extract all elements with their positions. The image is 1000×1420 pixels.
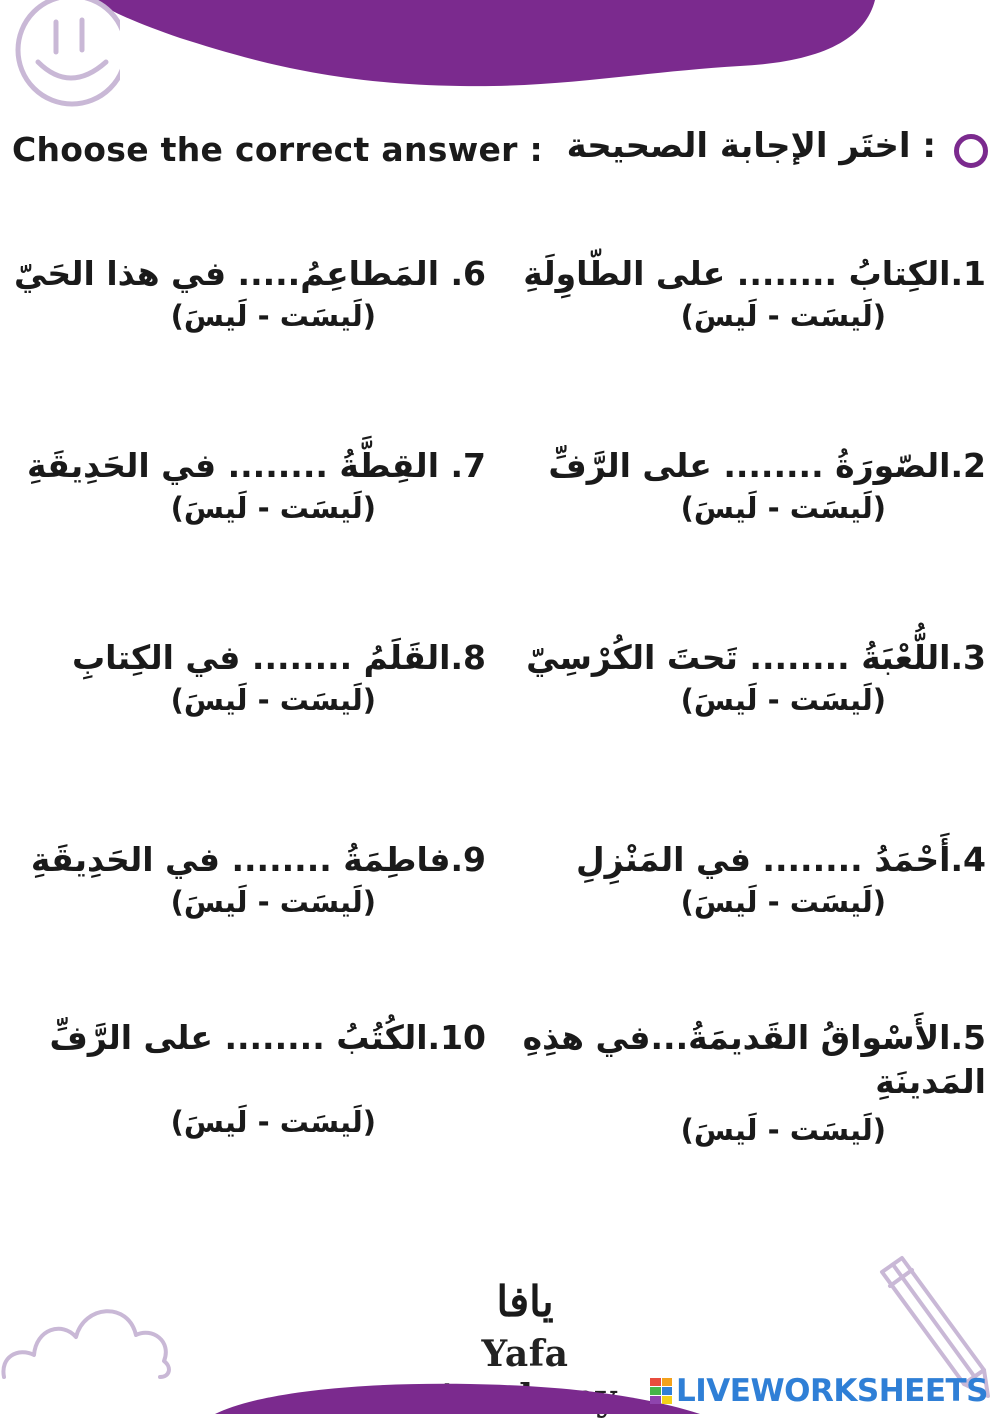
- liveworksheets-watermark[interactable]: [650, 1374, 988, 1408]
- cloud-icon: [0, 1285, 175, 1385]
- answer-options[interactable]: (لَيسَت - لَيسَ): [680, 299, 886, 333]
- question-sentence: 7. القِطَّةُ ........ في الحَدِيقَةِ: [26, 446, 486, 485]
- top-decoration-blob: [0, 0, 1000, 120]
- watermark-text: LIVEWORKSHEETS: [676, 1373, 988, 1409]
- answer-options[interactable]: (لَيسَت - لَيسَ): [170, 1105, 376, 1139]
- answer-options[interactable]: (لَيسَت - لَيسَ): [680, 683, 886, 717]
- question-sentence: 8.القَلَمُ ........ في الكِتابِ: [72, 638, 486, 677]
- circle-bullet-icon: [954, 134, 988, 168]
- instructions-heading: [12, 126, 988, 176]
- question-sentence: 9.فاطِمَةُ ........ في الحَدِيقَةِ: [30, 840, 486, 879]
- question-sentence: 6. المَطاعِمُ..... في هذا الحَيّ: [13, 254, 486, 293]
- instruction-english: Choose the correct answer :: [12, 130, 544, 169]
- question-10: [10, 1016, 486, 1142]
- question-sentence: 4.أَحْمَدُ ........ في المَنْزِلِ: [576, 840, 986, 879]
- question-sentence: 2.الصّورَةُ ........ على الرَّفِّ: [548, 446, 986, 485]
- answer-options[interactable]: (لَيسَت - لَيسَ): [680, 491, 886, 525]
- logo-name: Yafa: [481, 1333, 569, 1375]
- answer-options[interactable]: (لَيسَت - لَيسَ): [170, 683, 376, 717]
- question-9: [10, 838, 486, 922]
- question-sentence: 5.الأَسْواقُ القَديمَةُ...في هذِهِ المَدينَةِ: [522, 1018, 986, 1101]
- answer-options[interactable]: (لَيسَت - لَيسَ): [680, 1113, 886, 1147]
- instruction-arabic: : اختَر الإجابة الصحيحة: [566, 126, 936, 166]
- liveworksheets-logo-icon: [650, 1378, 672, 1404]
- question-6: [10, 252, 486, 336]
- question-5: [518, 1016, 986, 1150]
- answer-options[interactable]: (لَيسَت - لَيسَ): [170, 885, 376, 919]
- answer-options[interactable]: (لَيسَت - لَيسَ): [680, 885, 886, 919]
- question-4: [518, 838, 986, 922]
- question-7: [10, 444, 486, 528]
- question-sentence: 1.الكِتابُ ........ على الطّاوِلَةِ: [523, 254, 986, 293]
- answer-options[interactable]: (لَيسَت - لَيسَ): [170, 491, 376, 525]
- yafa-academy-logo: [395, 1272, 655, 1392]
- smiley-icon: [10, 0, 120, 110]
- question-sentence: 10.الكُتُبُ ........ على الرَّفِّ: [49, 1018, 486, 1057]
- question-1: [518, 252, 986, 336]
- answer-options[interactable]: (لَيسَت - لَيسَ): [170, 299, 376, 333]
- question-8: [10, 636, 486, 720]
- question-3: [518, 636, 986, 720]
- logo-mark: يافا: [496, 1277, 554, 1326]
- question-sentence: 3.اللُّعْبَةُ ........ تَحتَ الكُرْسِيّ: [526, 638, 986, 677]
- question-2: [518, 444, 986, 528]
